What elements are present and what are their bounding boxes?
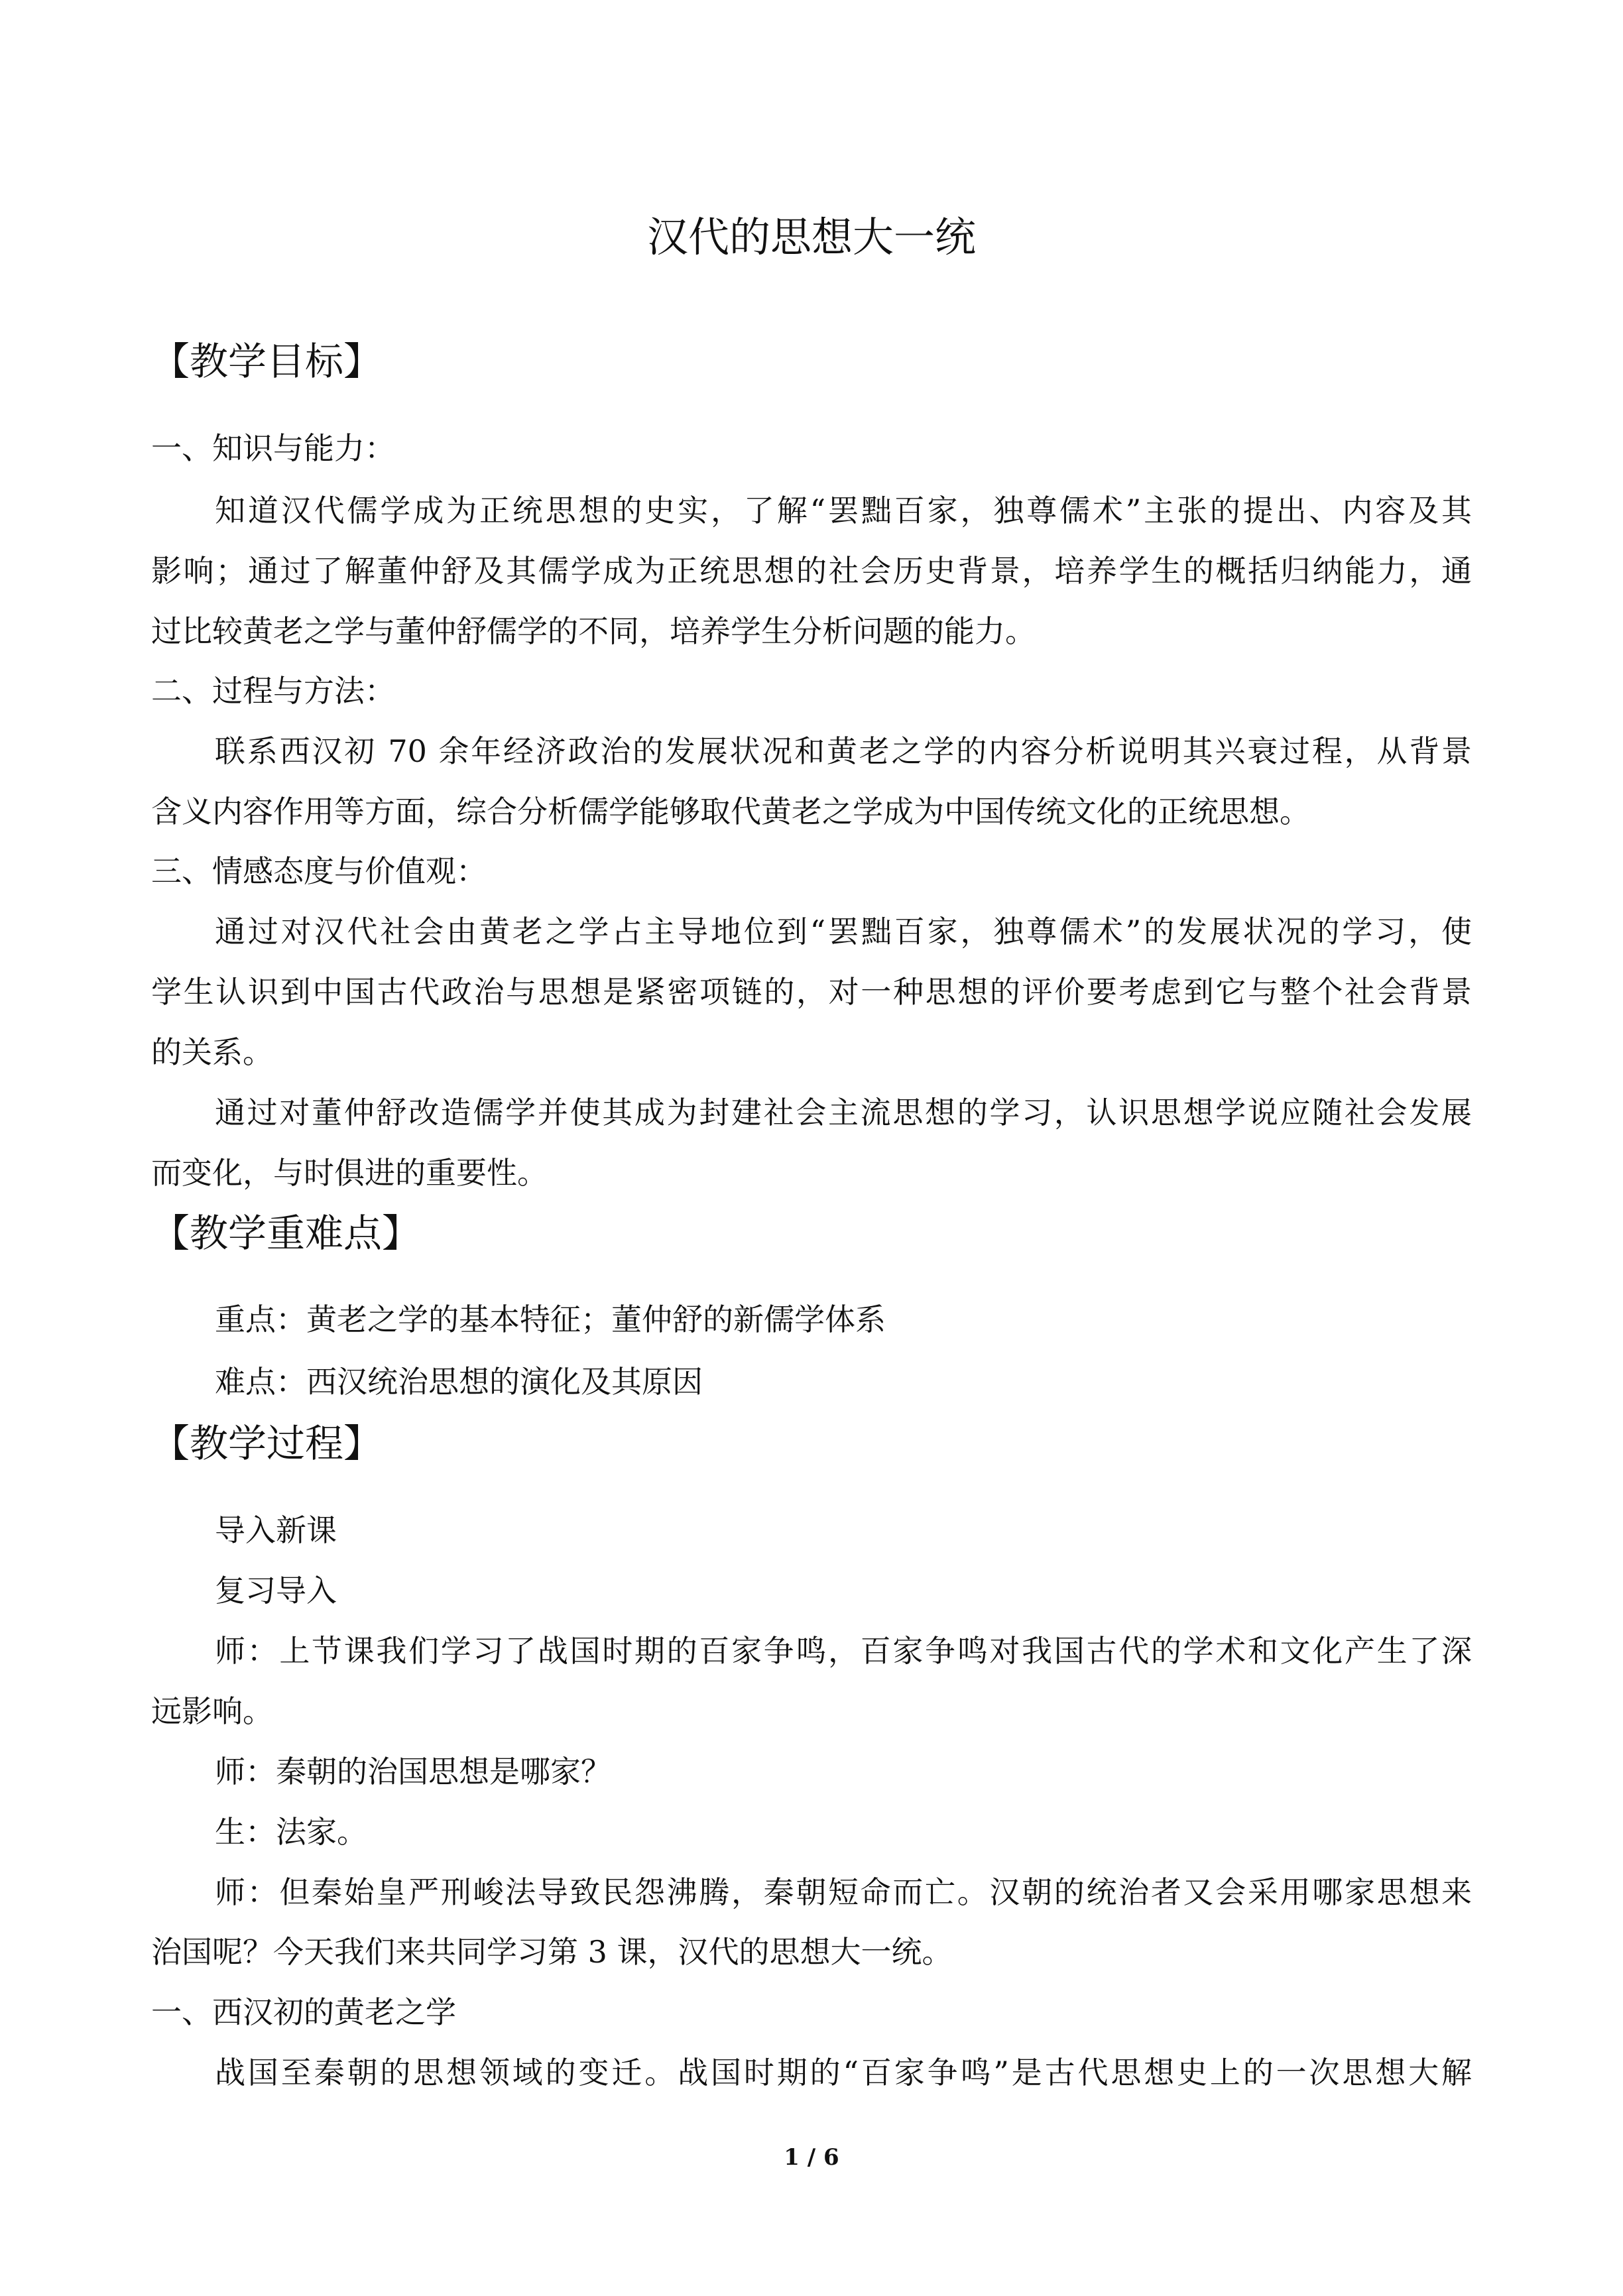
dialogue-line: 治国呢？今天我们来共同学习第 3 课，汉代的思想大一统。	[151, 1934, 953, 1970]
paragraph-line: 影响；通过了解董仲舒及其儒学成为正统思想的社会历史背景，培养学生的概括归纳能力，通	[151, 553, 1472, 589]
emotion-heading: 三、情感态度与价值观：	[151, 853, 487, 889]
heading-keypoints: 【教学重难点】	[151, 1211, 421, 1256]
dialogue-line: 远影响。	[151, 1693, 273, 1729]
keypoint-difficulty: 难点：西汉统治思想的演化及其原因	[215, 1364, 703, 1400]
dialogue-line: 师：上节课我们学习了战国时期的百家争鸣，百家争鸣对我国古代的学术和文化产生了深	[215, 1633, 1472, 1669]
process-intro: 导入新课	[215, 1512, 337, 1548]
paragraph-line: 通过对董仲舒改造儒学并使其成为封建社会主流思想的学习，认识思想学说应随社会发展	[215, 1095, 1472, 1130]
paragraph-line: 而变化，与时俱进的重要性。	[151, 1155, 548, 1191]
paragraph-line: 过比较黄老之学与董仲舒儒学的不同，培养学生分析问题的能力。	[151, 613, 1036, 649]
paragraph-line: 通过对汉代社会由黄老之学占主导地位到“罢黜百家，独尊儒术”的发展状况的学习，使	[215, 914, 1472, 949]
method-heading: 二、过程与方法：	[151, 673, 395, 709]
paragraph-line: 学生认识到中国古代政治与思想是紧密项链的，对一种思想的评价要考虑到它与整个社会背景	[151, 974, 1472, 1010]
paragraph-line: 联系西汉初 70 余年经济政治的发展状况和黄老之学的内容分析说明其兴衰过程，从背景	[215, 733, 1472, 769]
paragraph-line: 战国至秦朝的思想领域的变迁。战国时期的“百家争鸣”是古代思想史上的一次思想大解	[215, 2055, 1472, 2090]
paragraph-line: 知道汉代儒学成为正统思想的史实，了解“罢黜百家，独尊儒术”主张的提出、内容及其	[215, 493, 1472, 528]
heading-process: 【教学过程】	[151, 1421, 383, 1466]
dialogue-line: 生：法家。	[215, 1814, 367, 1850]
dialogue-line: 师：秦朝的治国思想是哪家？	[215, 1754, 611, 1789]
section-1-heading: 一、西汉初的黄老之学	[151, 1994, 456, 2030]
document-title: 汉代的思想大一统	[646, 213, 976, 261]
process-review: 复习导入	[215, 1573, 337, 1608]
page-number: 1 / 6	[784, 2144, 839, 2171]
heading-objectives: 【教学目标】	[151, 339, 383, 384]
paragraph-line: 含义内容作用等方面，综合分析儒学能够取代黄老之学成为中国传统文化的正统思想。	[151, 794, 1310, 829]
paragraph-line: 的关系。	[151, 1034, 273, 1070]
keypoint-focus: 重点：黄老之学的基本特征；董仲舒的新儒学体系	[215, 1301, 886, 1337]
knowledge-heading: 一、知识与能力：	[151, 430, 395, 466]
dialogue-line: 师：但秦始皇严刑峻法导致民怨沸腾，秦朝短命而亡。汉朝的统治者又会采用哪家思想来	[215, 1874, 1472, 1910]
